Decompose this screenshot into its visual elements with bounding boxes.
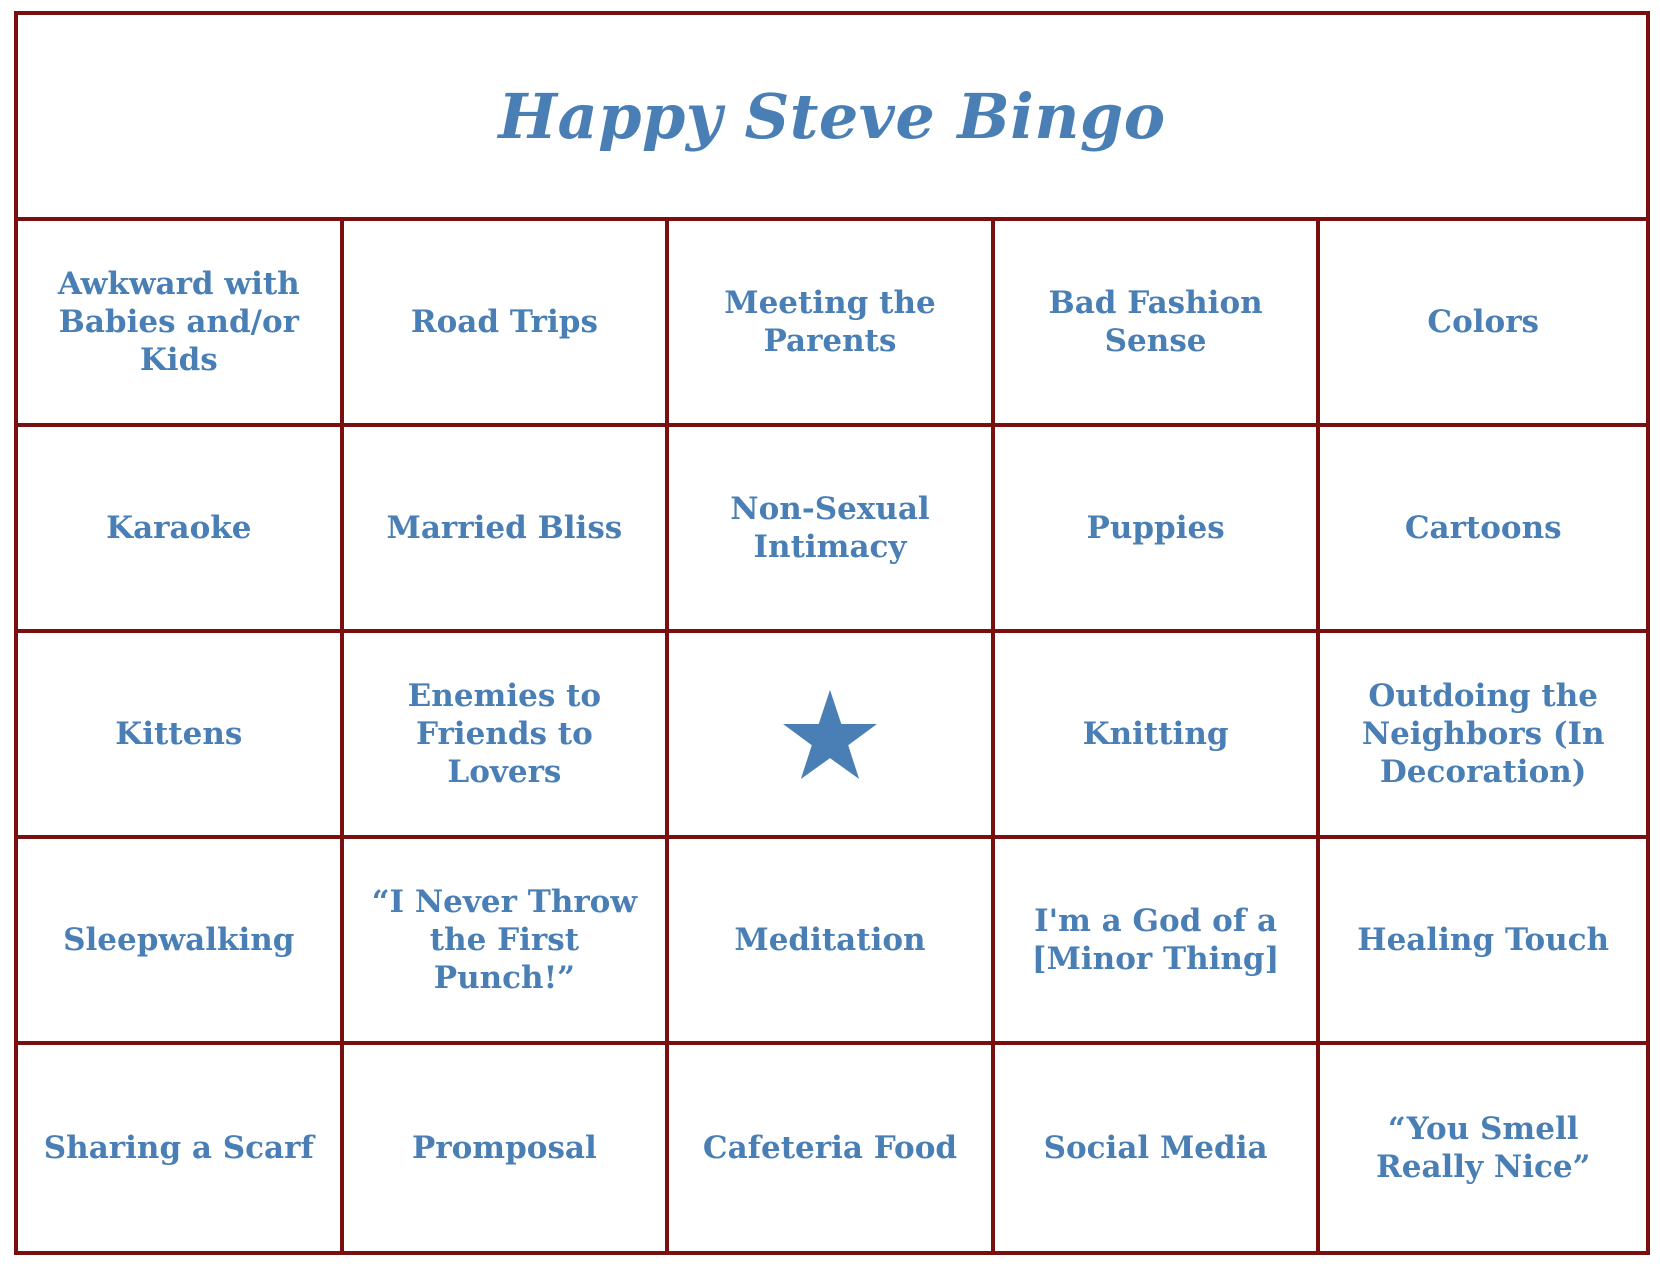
bingo-cell[interactable] xyxy=(669,427,995,633)
bingo-cell[interactable] xyxy=(995,427,1321,633)
title-banner xyxy=(18,15,1646,221)
bingo-cell-label: Kittens xyxy=(115,716,243,752)
bingo-cell-label: “I Never Throw the First Punch!” xyxy=(371,884,638,996)
bingo-cell[interactable] xyxy=(18,427,344,633)
bingo-cell-label: Sleepwalking xyxy=(63,922,295,958)
bingo-cell[interactable] xyxy=(669,839,995,1045)
bingo-cell[interactable] xyxy=(1320,427,1646,633)
bingo-cell-label: Sharing a Scarf xyxy=(43,1130,314,1166)
bingo-cell-label: Cartoons xyxy=(1404,510,1562,546)
bingo-cell[interactable] xyxy=(18,633,344,839)
bingo-cell-label: Healing Touch xyxy=(1357,922,1610,958)
bingo-cell-label: Awkward with Babies and/or Kids xyxy=(57,266,300,378)
bingo-cell[interactable] xyxy=(18,839,344,1045)
bingo-cell[interactable] xyxy=(995,839,1321,1045)
bingo-cell-label: Outdoing the Neighbors (In Decoration) xyxy=(1361,678,1605,790)
bingo-cell-label: Cafeteria Food xyxy=(702,1130,958,1166)
bingo-cell[interactable] xyxy=(1320,839,1646,1045)
bingo-cell-label: Enemies to Friends to Lovers xyxy=(407,678,602,790)
bingo-cell[interactable] xyxy=(1320,633,1646,839)
bingo-cell[interactable] xyxy=(344,221,670,427)
bingo-cell[interactable] xyxy=(1320,1045,1646,1251)
bingo-cell[interactable] xyxy=(1320,221,1646,427)
bingo-cell[interactable] xyxy=(669,1045,995,1251)
bingo-cell-label: Promposal xyxy=(411,1130,597,1166)
bingo-cell-label: Married Bliss xyxy=(386,510,623,546)
bingo-cell[interactable] xyxy=(995,221,1321,427)
bingo-cell-label: Karaoke xyxy=(106,510,252,546)
bingo-cell-label: Puppies xyxy=(1086,510,1225,546)
star-icon xyxy=(782,688,878,780)
bingo-cell[interactable] xyxy=(18,1045,344,1251)
bingo-cell[interactable] xyxy=(995,633,1321,839)
free-space-cell[interactable] xyxy=(669,633,995,839)
bingo-cell-label: Social Media xyxy=(1043,1130,1268,1166)
bingo-cell[interactable] xyxy=(669,221,995,427)
bingo-cell-label: Bad Fashion Sense xyxy=(1048,285,1263,359)
bingo-cell[interactable] xyxy=(995,1045,1321,1251)
bingo-cell-label: Knitting xyxy=(1082,716,1229,752)
page-title: Happy Steve Bingo xyxy=(498,79,1166,153)
bingo-cell-label: I'm a God of a [Minor Thing] xyxy=(1031,903,1280,977)
bingo-board xyxy=(14,11,1650,1255)
bingo-cell-label: Non-Sexual Intimacy xyxy=(730,491,930,565)
bingo-cell[interactable] xyxy=(344,1045,670,1251)
bingo-cell[interactable] xyxy=(344,427,670,633)
bingo-cell-label: “You Smell Really Nice” xyxy=(1375,1111,1591,1185)
bingo-cell-label: Colors xyxy=(1427,304,1539,340)
bingo-cell[interactable] xyxy=(18,221,344,427)
bingo-cell-label: Meditation xyxy=(734,922,926,958)
bingo-cell-label: Road Trips xyxy=(410,304,598,340)
bingo-cell[interactable] xyxy=(344,633,670,839)
bingo-cell-label: Meeting the Parents xyxy=(724,285,936,359)
bingo-cell[interactable] xyxy=(344,839,670,1045)
